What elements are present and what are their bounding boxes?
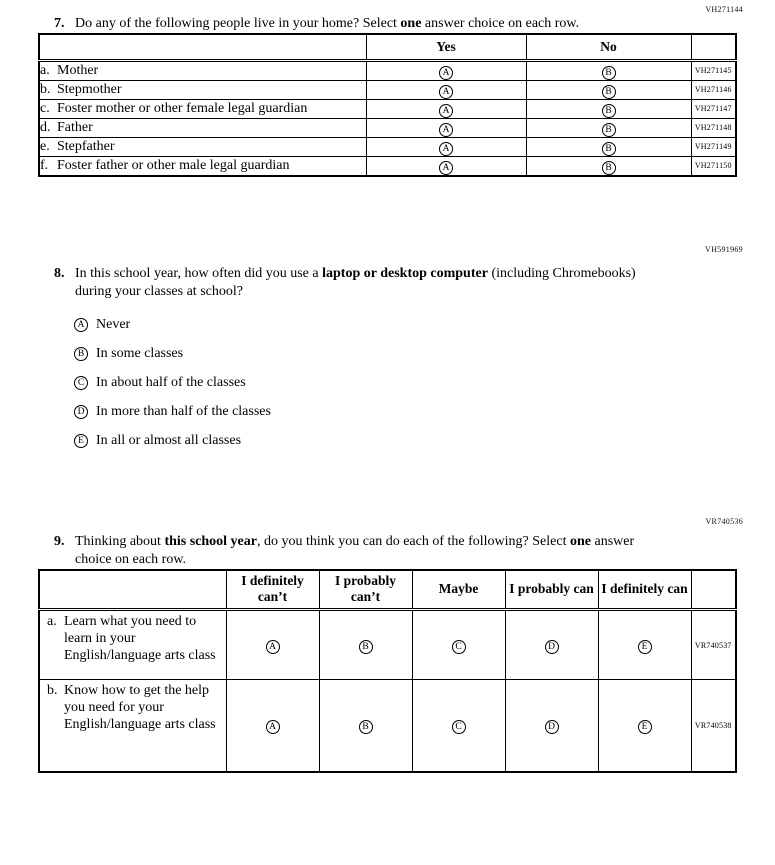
table-row-d: [39, 118, 736, 137]
answer-bubble[interactable]: B: [74, 347, 88, 361]
answer-bubble[interactable]: B: [359, 640, 373, 654]
option-label: In about half of the classes: [96, 374, 246, 390]
row-text: Father: [57, 120, 93, 135]
answer-bubble-yes[interactable]: A: [439, 142, 453, 156]
answer-bubble[interactable]: A: [266, 720, 280, 734]
row-letter: b.: [40, 82, 51, 97]
prompt-part: answer choice on each row.: [75, 533, 635, 567]
answer-cell-yes: [366, 80, 526, 99]
answer-cell: [412, 680, 505, 772]
answer-cell: [505, 610, 598, 680]
answer-option[interactable]: [74, 375, 775, 391]
table-row-e: [39, 137, 736, 156]
prompt-part: In this school year, how often did you use a: [75, 265, 323, 281]
q9-header-row: [39, 570, 736, 610]
table-row-b: [39, 80, 736, 99]
row-label: [39, 137, 366, 156]
answer-bubble[interactable]: C: [452, 720, 466, 734]
row-code: VH271149: [691, 137, 736, 156]
answer-option[interactable]: [74, 404, 775, 420]
answer-options: [74, 317, 775, 449]
answer-bubble-no[interactable]: B: [602, 104, 616, 118]
row-text: Stepfather: [57, 139, 115, 154]
prompt-bold: one: [569, 533, 591, 549]
question-number: 7.: [54, 16, 65, 31]
row-letter: a.: [40, 63, 50, 78]
answer-bubble-no[interactable]: B: [602, 123, 616, 137]
answer-cell: [505, 680, 598, 772]
answer-cell: [598, 680, 691, 772]
row-label: [39, 80, 366, 99]
row-letter: d.: [40, 120, 51, 135]
answer-bubble-yes[interactable]: A: [439, 123, 453, 137]
row-label: [39, 610, 226, 680]
column-header-probably-cant: I probably can’t: [319, 570, 412, 610]
question-text: [75, 15, 665, 33]
prompt-part: answer choice on each row.: [421, 16, 580, 31]
row-text: Foster father or other male legal guardian: [57, 158, 290, 173]
question-code: VH591969: [705, 244, 743, 254]
row-letter: a.: [47, 614, 57, 629]
answer-bubble-no[interactable]: B: [602, 142, 616, 156]
table-row-f: [39, 156, 736, 176]
question-7: [0, 0, 775, 177]
question-9: [0, 516, 775, 773]
answer-cell-yes: [366, 156, 526, 176]
table-row-c: [39, 99, 736, 118]
row-text: Foster mother or other female legal guardian: [57, 101, 308, 116]
row-code: VR740538: [691, 680, 736, 772]
question-8: [0, 244, 775, 449]
row-code: VR740537: [691, 610, 736, 680]
question-code: VH271144: [705, 5, 743, 14]
answer-cell-no: [526, 60, 691, 80]
answer-option[interactable]: [74, 317, 775, 333]
row-code: VH271148: [691, 118, 736, 137]
prompt-bold: laptop or desktop computer: [322, 265, 488, 281]
answer-bubble-no[interactable]: B: [602, 66, 616, 80]
question-prompt: [54, 265, 775, 301]
column-header-probably-can: I probably can: [505, 570, 598, 610]
question-text: [75, 533, 665, 569]
table-row-b: [39, 680, 736, 772]
table-row-a: [39, 60, 736, 80]
row-text: Know how to get the help you need for your English/language arts class: [64, 683, 216, 732]
option-label: In some classes: [96, 345, 184, 361]
question-text: [75, 265, 665, 301]
answer-bubble[interactable]: B: [359, 720, 373, 734]
answer-cell-yes: [366, 99, 526, 118]
header-empty: [691, 570, 736, 610]
answer-cell-no: [526, 118, 691, 137]
header-empty: [39, 570, 226, 610]
answer-option[interactable]: [74, 346, 775, 362]
answer-bubble[interactable]: D: [545, 720, 559, 734]
answer-cell: [226, 680, 319, 772]
answer-cell-yes: [366, 60, 526, 80]
answer-cell-no: [526, 137, 691, 156]
column-header-no: No: [526, 34, 691, 60]
question-prompt: [54, 533, 775, 569]
answer-cell: [412, 610, 505, 680]
question-number: 8.: [54, 265, 65, 281]
option-label: Never: [96, 316, 131, 332]
question-prompt: [54, 15, 775, 33]
answer-bubble-yes[interactable]: A: [439, 85, 453, 99]
row-text: Stepmother: [57, 82, 122, 97]
answer-cell-yes: [366, 137, 526, 156]
header-empty: [691, 34, 736, 60]
answer-bubble[interactable]: E: [638, 720, 652, 734]
answer-bubble-no[interactable]: B: [602, 85, 616, 99]
prompt-bold: this school year: [164, 533, 257, 549]
row-label: [39, 60, 366, 80]
answer-cell: [319, 680, 412, 772]
column-header-definitely-can: I definitely can: [598, 570, 691, 610]
answer-bubble[interactable]: A: [266, 640, 280, 654]
row-text: Mother: [57, 63, 99, 78]
option-label: In all or almost all classes: [96, 432, 242, 448]
prompt-bold: one: [400, 16, 422, 31]
answer-cell: [226, 610, 319, 680]
answer-cell: [598, 610, 691, 680]
row-letter: b.: [47, 683, 58, 698]
option-label: In more than half of the classes: [96, 403, 271, 419]
prompt-part: Do any of the following people live in your home? Select: [75, 16, 401, 31]
q9-answer-table: [38, 569, 737, 773]
prompt-part: Thinking about: [75, 533, 165, 549]
row-code: VH271147: [691, 99, 736, 118]
row-label: [39, 156, 366, 176]
row-label: [39, 118, 366, 137]
answer-cell: [319, 610, 412, 680]
answer-bubble-no[interactable]: B: [602, 161, 616, 175]
header-empty: [39, 34, 366, 60]
answer-bubble[interactable]: C: [74, 376, 88, 390]
answer-bubble[interactable]: A: [74, 318, 88, 332]
row-code: VH271146: [691, 80, 736, 99]
answer-cell-no: [526, 99, 691, 118]
prompt-part: , do you think you can do each of the following? Select: [257, 533, 570, 549]
row-letter: f.: [40, 158, 49, 173]
answer-bubble[interactable]: C: [452, 640, 466, 654]
q7-answer-table: [38, 33, 737, 177]
row-letter: c.: [40, 101, 50, 116]
answer-bubble[interactable]: E: [74, 434, 88, 448]
answer-bubble-yes[interactable]: A: [439, 161, 453, 175]
column-header-definitely-cant: I definitely can’t: [226, 570, 319, 610]
answer-cell-yes: [366, 118, 526, 137]
row-code: VH271150: [691, 156, 736, 176]
question-number: 9.: [54, 533, 65, 549]
answer-bubble-yes[interactable]: A: [439, 66, 453, 80]
table-row-a: [39, 610, 736, 680]
q7-header-row: [39, 34, 736, 60]
column-header-maybe: Maybe: [412, 570, 505, 610]
prompt-part: (including Chromebooks) during your classes at school?: [75, 265, 636, 299]
question-code: VR740536: [705, 516, 743, 526]
row-text: Learn what you need to learn in your English/language arts class: [64, 614, 216, 663]
answer-option[interactable]: [74, 433, 775, 449]
answer-bubble[interactable]: D: [74, 405, 88, 419]
answer-cell-no: [526, 156, 691, 176]
answer-bubble[interactable]: D: [545, 640, 559, 654]
row-letter: e.: [40, 139, 50, 154]
answer-bubble-yes[interactable]: A: [439, 104, 453, 118]
column-header-yes: Yes: [366, 34, 526, 60]
answer-cell-no: [526, 80, 691, 99]
answer-bubble[interactable]: E: [638, 640, 652, 654]
row-label: [39, 680, 226, 772]
row-label: [39, 99, 366, 118]
row-code: VH271145: [691, 60, 736, 80]
